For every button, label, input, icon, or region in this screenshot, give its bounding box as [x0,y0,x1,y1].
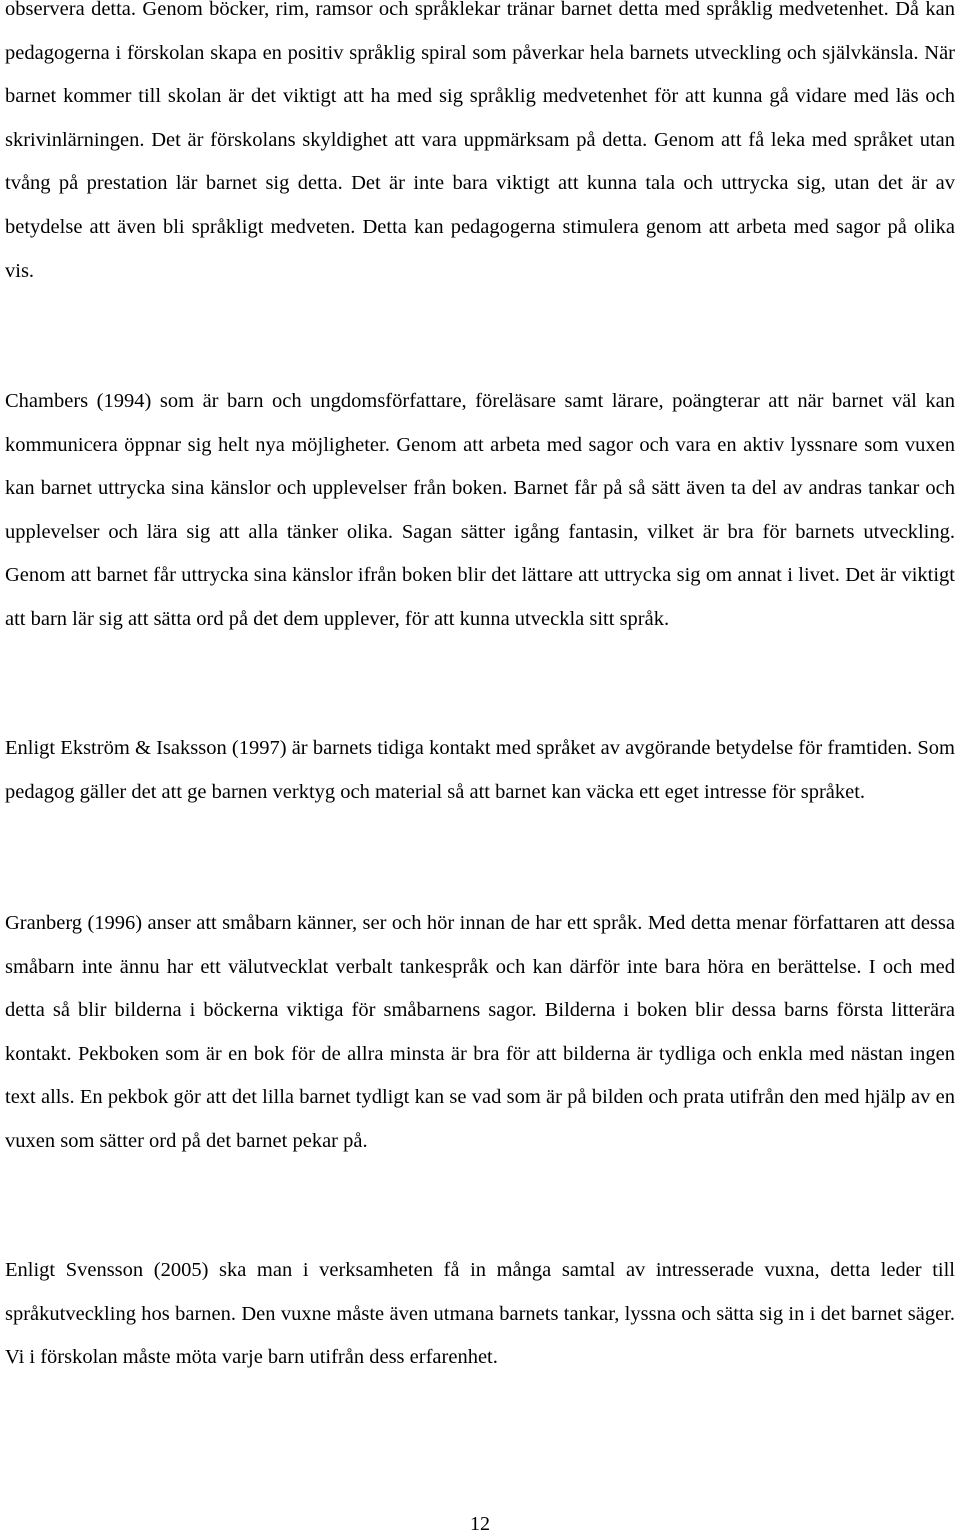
paragraph-granberg: Granberg (1996) anser att småbarn känner, ser och hör innan de har ett språk. Med detta menar författaren att dessa småbarn inte ännu har ett välutvecklat verbalt tankespråk och kan därför inte bara höra en berättelse. I och med detta så blir bilderna i böckerna viktiga för småbarnens sagor. Bilderna i boken blir dessa barns första litterära kontakt. Pekboken som är en bok för de allra minsta är bra för att bilderna är tydliga och enkla med nästan ingen text alls. En pekbok gör att det lilla barnet tydligt kan se vad som är på bilden och prata utifrån den med hjälp av en vuxen som sätter ord på det barnet pekar på. [5,912,955,1152]
paragraph-ekstrom-isaksson: Enligt Ekström & Isaksson (1997) är barnets tidiga kontakt med språket av avgörande betydelse för framtiden. Som pedagog gäller det att ge barnen verktyg och material så att barnet kan väcka ett eget intresse för språket. [5,737,955,803]
paragraph-spraklig-medvetenhet: observera detta. Genom böcker, rim, ramsor och språklekar tränar barnet detta med språklig medvetenhet. Då kan pedagogerna i förskolan skapa en positiv språklig spiral som påverkar hela barnets utveckling och självkänsla. När barnet kommer till skolan är det viktigt att ha med sig språklig medvetenhet för att kunna gå vidare med läs och skrivinlärningen. Det är förskolans skyldighet att vara uppmärksam på detta. Genom att få leka med språket utan tvång på prestation lär barnet sig detta. Det är inte bara viktigt att kunna tala och uttrycka sig, utan det är av betydelse att även bli språkligt medveten. Detta kan pedagogerna stimulera genom att arbeta med sagor på olika vis. [5,0,955,282]
paragraph-chambers: Chambers (1994) som är barn och ungdomsförfattare, föreläsare samt lärare, poängterar att när barnet väl kan kommunicera öppnar sig helt nya möjligheter. Genom att arbeta med sagor och vara en aktiv lyssnare som vuxen kan barnet uttrycka sina känslor och upplevelser från boken. Barnet får på så sätt även ta del av andras tankar och upplevelser och lära sig att alla tänker olika. Sagan sätter igång fantasin, vilket är bra för barnets utveckling. Genom att barnet får uttrycka sina känslor ifrån boken blir det lättare att uttrycka sig om annat i livet. Det är viktigt att barn lär sig att sätta ord på det dem upplever, för att kunna utveckla sitt språk. [5,390,955,630]
page-number: 12 [470,1513,490,1535]
paragraph-svensson: Enligt Svensson (2005) ska man i verksamheten få in många samtal av intresserade vuxna, detta leder till språkutveckling hos barnen. Den vuxne måste även utmana barnets tankar, lyssna och sätta sig in i det barnet säger. Vi i förskolan måste möta varje barn utifrån dess erfarenhet. [5,1259,955,1369]
